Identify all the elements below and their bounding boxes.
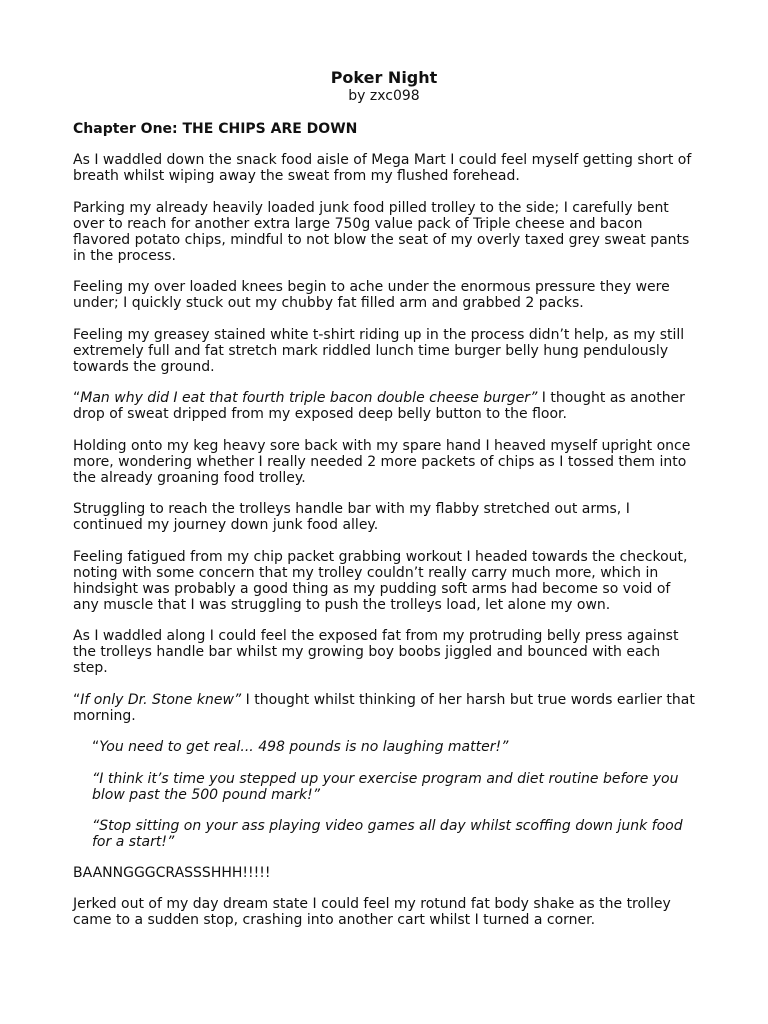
paragraph: Feeling my greasey stained white t-shirt riding up in the process didn’t help, as my still extremely full and fat stretch mark riddled lunch time burger belly hung pendulously towards the ground.	[73, 326, 685, 375]
paragraph-with-thought	[73, 692, 695, 724]
document-page	[73, 68, 695, 944]
quoted-speech: “I think it’s time you stepped up your exercise program and diet routine before you blow past the 500 pound mark!”	[92, 770, 679, 803]
paragraph: Parking my already heavily loaded junk food pilled trolley to the side; I carefully bent over to reach for another extra large 750g value pack of Triple cheese and bacon flavored potato chips, mindful to not blow the seat of my overly taxed grey sweat pants in the process.	[73, 199, 690, 264]
paragraph-text: I thought whilst thinking of her harsh but true words earlier that morning.	[73, 691, 695, 724]
inner-thought: Man why did I eat that fourth triple bacon double cheese burger”	[80, 390, 538, 406]
chapter-heading: Chapter One: THE CHIPS ARE DOWN	[73, 121, 358, 137]
paragraph: Struggling to reach the trolleys handle bar with my flabby stretched out arms, I continued my journey down junk food alley.	[73, 501, 630, 533]
quoted-speech-text: You need to get real... 498 pounds is no laughing matter!”	[99, 739, 509, 755]
inner-thought: If only Dr. Stone knew”	[80, 691, 242, 708]
paragraph: Jerked out of my day dream state I could feel my rotund fat body shake as the trolley came to a sudden stop, crashing into another cart whilst I turned a corner.	[73, 896, 671, 928]
paragraph: As I waddled along I could feel the exposed fat from my protruding belly press against the trolleys handle bar whilst my growing boy boobs jiggled and bounced with each step.	[73, 628, 679, 676]
paragraph-with-thought	[73, 390, 695, 422]
document-author: by zxc098	[348, 88, 420, 104]
open-quote: “	[92, 739, 100, 755]
quoted-speech: “Stop sitting on your ass playing video games all day whilst scoffing down junk food for a start!”	[92, 817, 683, 850]
document-title: Poker Night	[330, 68, 438, 87]
paragraph: Holding onto my keg heavy sore back with my spare hand I heaved myself upright once more, wondering whether I really needed 2 more packets of chips as I tossed them into the already groaning food trolley.	[73, 437, 691, 486]
open-quote: “	[73, 691, 81, 708]
paragraph: Feeling fatigued from my chip packet grabbing workout I headed towards the checkout, noting with some concern that my trolley couldn’t really carry much more, which in hindsight was probably a good thing as my pudding soft arms had become so void of any muscle that I was struggling to push the trolleys load, let alone my own.	[73, 548, 688, 613]
paragraph: As I waddled down the snack food aisle of Mega Mart I could feel myself getting short of breath whilst wiping away the sweat from my flushed forehead.	[73, 152, 692, 184]
sound-effect: BAANNGGGCRASSSHHH!!!!!	[73, 864, 271, 881]
quoted-speech	[92, 739, 695, 755]
paragraph-text: I thought as another drop of sweat dripped from my exposed deep belly button to the floor.	[73, 390, 685, 422]
paragraph: Feeling my over loaded knees begin to ache under the enormous pressure they were under; I quickly stuck out my chubby fat filled arm and grabbed 2 packs.	[73, 279, 670, 311]
open-quote: “	[73, 390, 81, 406]
